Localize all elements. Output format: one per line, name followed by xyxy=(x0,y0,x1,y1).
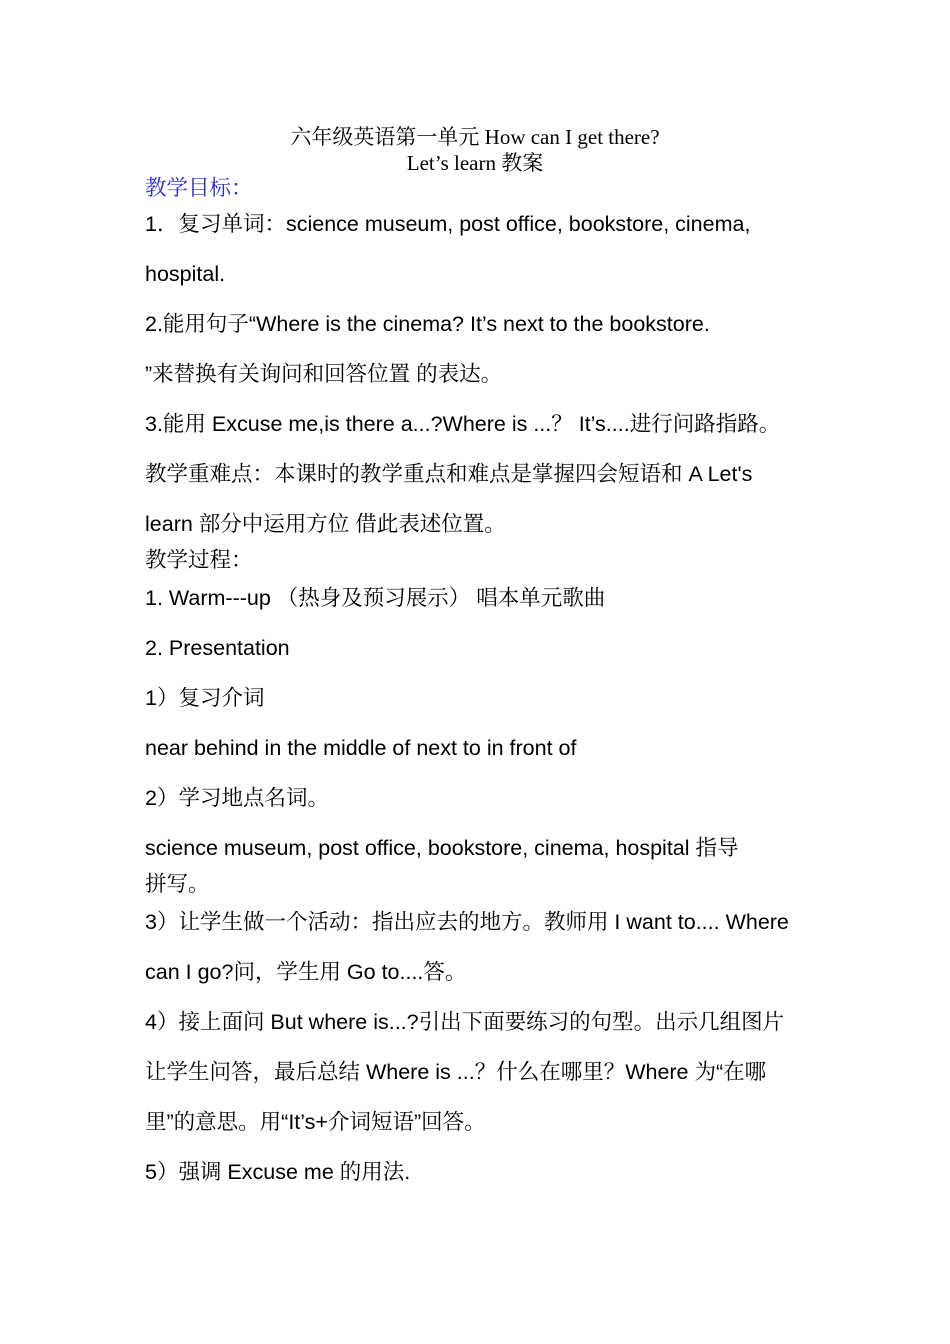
goal-1-line-1: 1．复习单词：science museum, post office, bookstore, cinema, xyxy=(145,212,751,236)
prepositions-list: near behind in the middle of next to in front of xyxy=(145,736,577,760)
goal-1-line-2: hospital. xyxy=(145,262,226,286)
substep-1: 1）复习介词 xyxy=(145,686,265,710)
goal-2-line-2: ”来替换有关询问和回答位置 的表达。 xyxy=(145,362,503,386)
goal-3: 3.能用 Excuse me,is there a...?Where is ...？ It’s....进行问路指路。 xyxy=(145,412,781,436)
places-line-2: 拼写。 xyxy=(145,872,210,896)
substep-3-line-2: can I go?问，学生用 Go to....答。 xyxy=(145,960,467,984)
substep-4-line-1: 4）接上面问 But where is...?引出下面要练习的句型。出示几组图片 xyxy=(145,1010,785,1034)
substep-4-line-3: 里”的意思。用“It’s+介词短语”回答。 xyxy=(145,1110,486,1134)
step-2-presentation: 2. Presentation xyxy=(145,636,290,660)
substep-2: 2）学习地点名词。 xyxy=(145,786,329,810)
goal-2-line-1: 2.能用句子“Where is the cinema? It’s next to the bookstore. xyxy=(145,312,710,336)
key-points-line-1: 教学重难点：本课时的教学重点和难点是掌握四会短语和 A Let's xyxy=(145,462,753,486)
step-1-warm-up: 1. Warm---up （热身及预习展示） 唱本单元歌曲 xyxy=(145,586,606,610)
document-title: 六年级英语第一单元 How can I get there? xyxy=(290,125,660,149)
section-heading-process: 教学过程： xyxy=(145,548,253,572)
key-points-line-2: learn 部分中运用方位 借此表述位置。 xyxy=(145,512,506,536)
section-heading-goals: 教学目标： xyxy=(145,176,253,200)
document-subtitle: Let’s learn 教案 xyxy=(406,151,544,175)
substep-4-line-2: 让学生问答，最后总结 Where is ...？什么在哪里？Where 为“在哪 xyxy=(145,1060,767,1084)
substep-3-line-1: 3）让学生做一个活动：指出应去的地方。教师用 I want to.... Where xyxy=(145,910,789,934)
substep-5: 5）强调 Excuse me 的用法. xyxy=(145,1160,411,1184)
places-line-1: science museum, post office, bookstore, cinema, hospital 指导 xyxy=(145,836,739,860)
